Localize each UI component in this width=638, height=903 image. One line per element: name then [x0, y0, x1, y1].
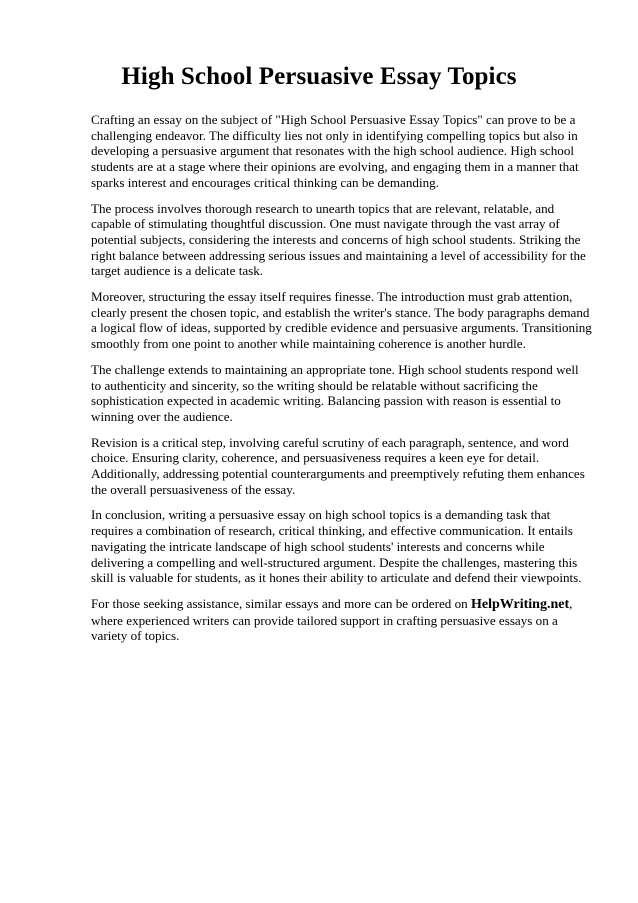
site-name-link[interactable]: HelpWriting.net — [470, 596, 570, 612]
document-title: High School Persuasive Essay Topics — [121, 63, 517, 90]
paragraph-5: Revision is a critical step, involving careful scrutiny of each paragraph, sentence, and word choice. Ensuring clarity, coherence, and persuasiveness requires a keen eye for detail. Additionally, addressing potential counterarguments and preemptively refuting them enhances the overall persuasiveness of the essay. — [91, 434, 585, 497]
paragraph-6: In conclusion, writing a persuasive essay on high school topics is a demanding task that requires a combination of research, critical thinking, and effective communication. It entails navigating the intricate landscape of high school students' interests and concerns while delivering a compelling and well-structured argument. Despite the challenges, mastering this skill is valuable for students, as it hones their ability to articulate and defend their viewpoints. — [91, 507, 582, 586]
paragraph-3: Moreover, structuring the essay itself requires finesse. The introduction must grab attention, clearly present the chosen topic, and establish the writer's stance. The body paragraphs demand a logical flow of ideas, supported by credible evidence and persuasive arguments. Transitioning smoothly from one point to another while maintaining coherence is another hurdle. — [91, 289, 592, 352]
paragraph-2: The process involves thorough research to unearth topics that are relevant, relatable, and capable of stimulating thoughtful discussion. One must navigate through the vast array of potential subjects, considering the interests and concerns of high school students. Striking the right balance between addressing serious issues and maintaining a level of accessibility for the target audience is a delicate task. — [91, 200, 586, 279]
paragraph-4: The challenge extends to maintaining an appropriate tone. High school students respond well to authenticity and sincerity, so the writing should be relatable without sacrificing the sophistication expected in academic writing. Balancing passion with reason is essential to winning over the audience. — [91, 361, 579, 424]
paragraph-1: Crafting an essay on the subject of "High School Persuasive Essay Topics" can prove to be a challenging endeavor. The difficulty lies not only in identifying compelling topics but also in developing a persuasive argument that resonates with the high school audience. High school students are at a stage where their opinions are evolving, and engaging them in a manner that sparks interest and encourages critical thinking can be demanding. — [91, 112, 579, 190]
closing-text-after: , where experienced writers can provide tailored support in crafting persuasive essays on a variety of topics. — [91, 595, 573, 644]
closing-paragraph — [91, 596, 592, 644]
closing-text-before: For those seeking assistance, similar essays and more can be ordered on — [91, 595, 471, 611]
